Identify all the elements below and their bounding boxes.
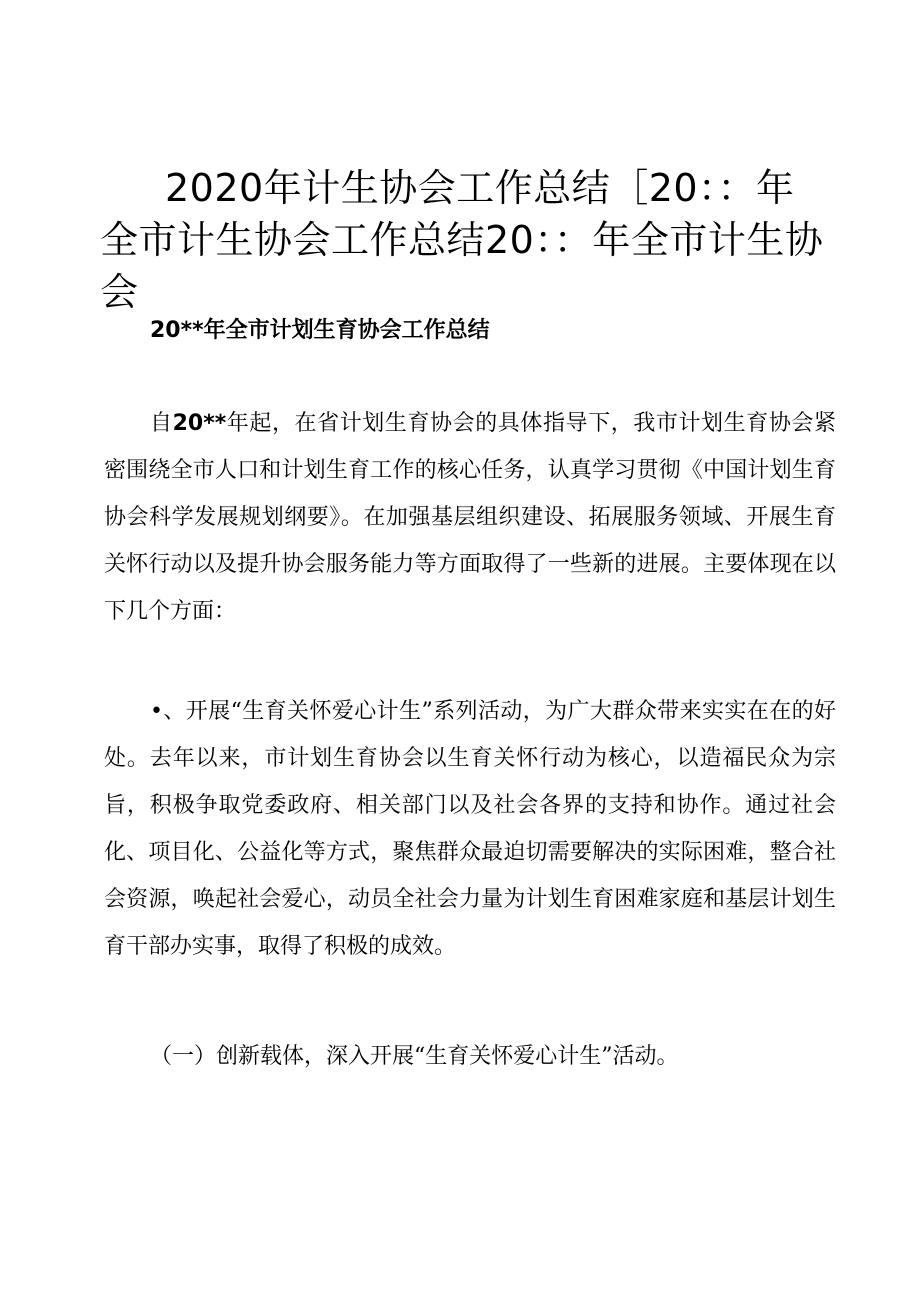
document-title: 2020年计生协会工作总结［20：：年全市计生协会工作总结20：：年全市计生协会 (100, 166, 824, 314)
document-subtitle (150, 316, 490, 346)
bullet-icon: • (150, 699, 163, 724)
paragraph-section-one (104, 688, 836, 970)
subtitle-text: 20**年全市计划生育协会工作总结 (150, 318, 490, 343)
paragraph-subsection-text: （一）创新载体，深入开展“生育关怀爱心计生”活动。 (150, 1044, 679, 1069)
paragraph-subsection-heading (104, 1033, 836, 1080)
paragraph-intro-text: 年起，在省计划生育协会的具体指导下，我市计划生育协会紧密围绕全市人口和计划生育工作的核心任务，认真学习贯彻《中国计划生育协会科学发展规划纲要》。在加强基层组织建设、拓展服务领域、开展生育关怀行动以及提升协会服务能力等方面取得了一些新的进展。主要体现在以下几个方面： (104, 411, 836, 624)
paragraph-intro-year: 20** (172, 411, 227, 436)
paragraph-intro-lead: 自 (150, 411, 173, 436)
paragraph-section-one-text: 、开展“生育关怀爱心计生”系列活动，为广大群众带来实实在在的好处。去年以来，市计划生育协会以生育关怀行动为核心，以造福民众为宗旨，积极争取党委政府、相关部门以及社会各界的支持和协作。通过社会化、项目化、公益化等方式，聚焦群众最迫切需要解决的实际困难，整合社会资源，唤起社会爱心，动员全社会力量为计划生育困难家庭和基层计划生育干部办实事，取得了积极的成效。 (104, 699, 836, 959)
paragraph-intro (104, 400, 836, 635)
